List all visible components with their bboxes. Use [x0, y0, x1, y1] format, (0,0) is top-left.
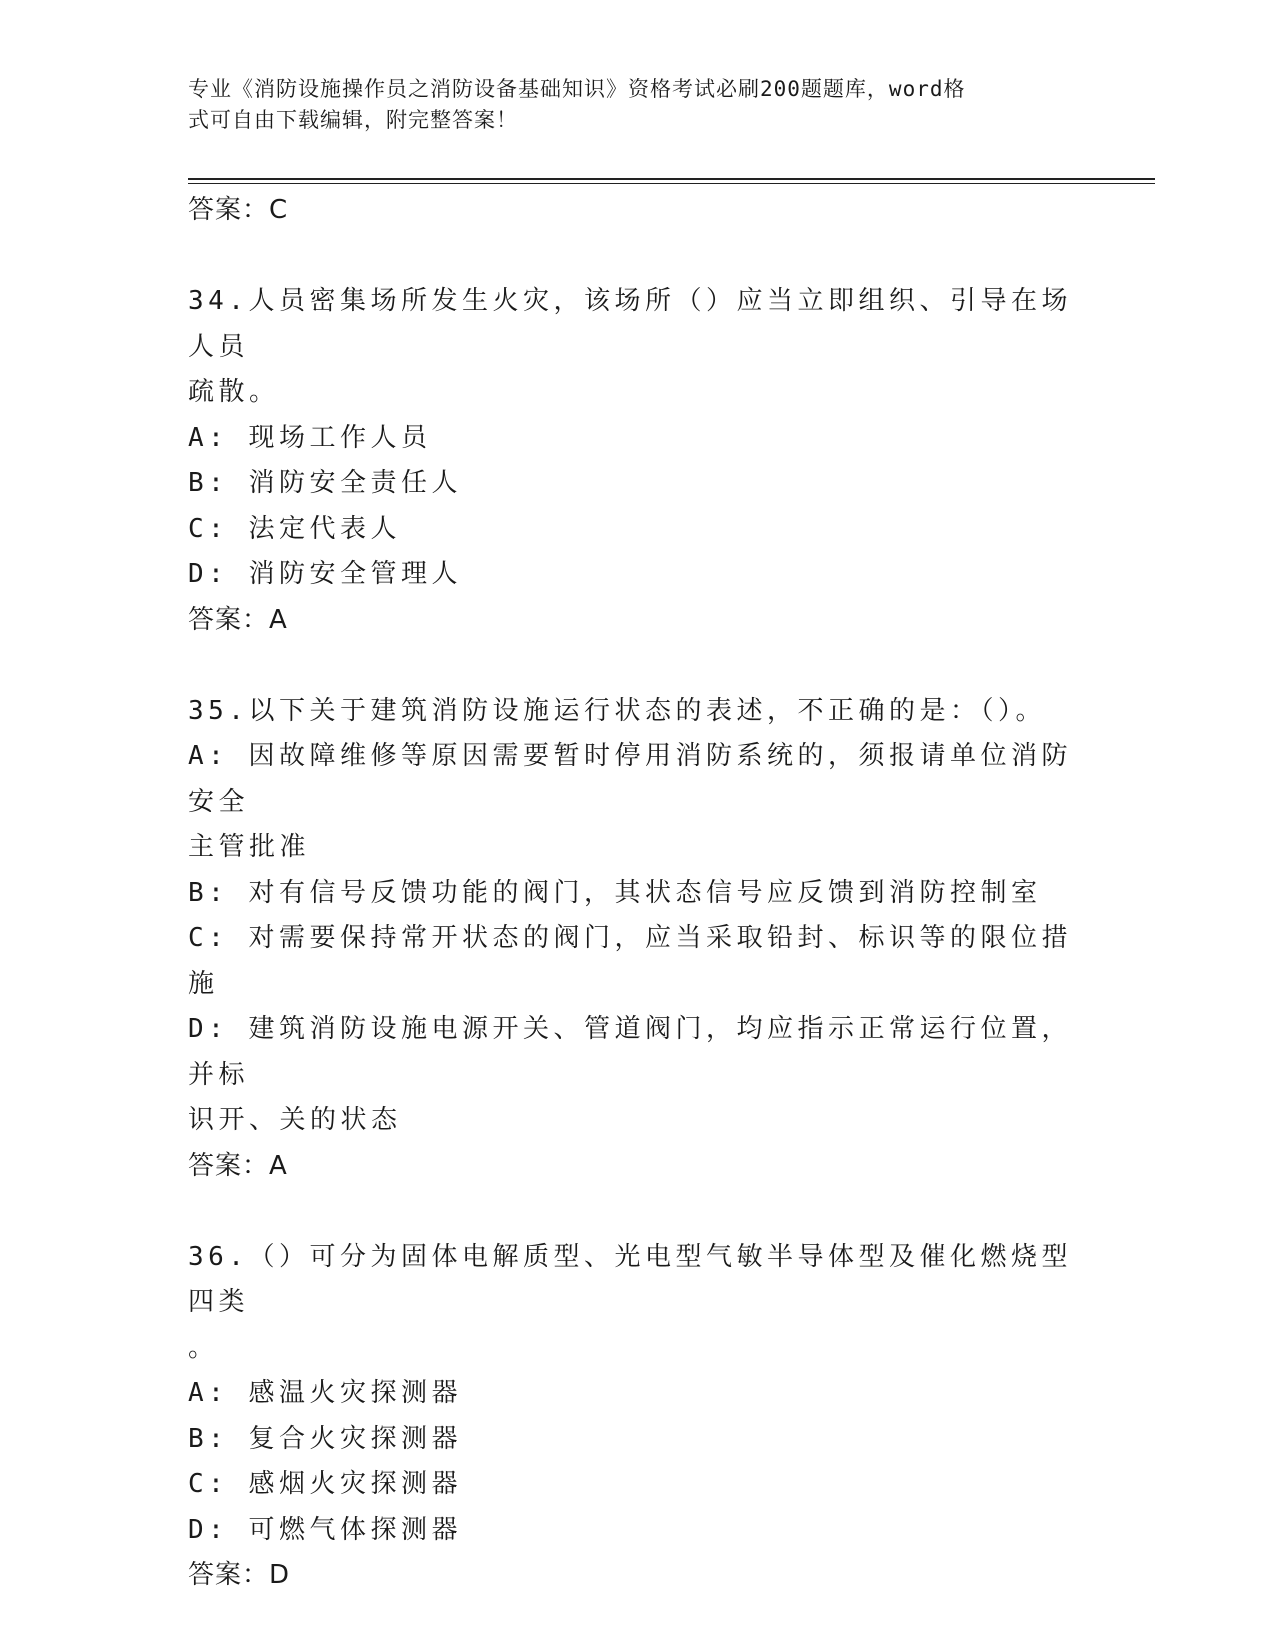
previous-answer: 答案：C — [188, 195, 289, 225]
spacer — [188, 643, 1078, 689]
document-header — [188, 74, 1068, 136]
spacer — [188, 1189, 1078, 1235]
question-stem: 疏散。 — [188, 377, 280, 407]
question-content — [188, 188, 1078, 1599]
option-b: B: 消防安全责任人 — [188, 468, 462, 498]
question-block-36 — [188, 1235, 1078, 1599]
header-divider-thick — [188, 178, 1155, 180]
option-a-continued: 主管批准 — [188, 832, 311, 862]
answer: 答案：D — [188, 1560, 291, 1590]
question-stem: 35.以下关于建筑消防设施运行状态的表述，不正确的是：（）。 — [188, 695, 1046, 726]
option-d: D: 建筑消防设施电源开关、管道阀门，均应指示正常运行位置，并标 — [188, 1014, 1072, 1090]
question-block-34 — [188, 279, 1078, 643]
option-a: A: 现场工作人员 — [188, 422, 432, 453]
option-d: D: 可燃气体探测器 — [188, 1514, 462, 1545]
question-stem: 。 — [188, 1332, 219, 1363]
question-block-35 — [188, 689, 1078, 1190]
header-line-2: 式可自由下载编辑，附完整答案！ — [188, 108, 518, 132]
question-stem: 34.人员密集场所发生火灾，该场所（）应当立即组织、引导在场人员 — [188, 286, 1072, 362]
option-b: B: 对有信号反馈功能的阀门，其状态信号应反馈到消防控制室 — [188, 877, 1042, 908]
option-b: B: 复合火灾探测器 — [188, 1423, 462, 1454]
option-c: C: 法定代表人 — [188, 513, 401, 544]
option-c: C: 对需要保持常开状态的阀门，应当采取铅封、标识等的限位措施 — [188, 923, 1072, 999]
option-d-continued: 识开、关的状态 — [188, 1105, 402, 1135]
answer: 答案：A — [188, 604, 288, 635]
header-divider-thin — [188, 183, 1155, 184]
option-d: D: 消防安全管理人 — [188, 559, 462, 589]
spacer — [188, 234, 1078, 280]
answer: 答案：A — [188, 1150, 288, 1181]
header-line-1: 专业《消防设施操作员之消防设备基础知识》资格考试必刷200题题库，word格 — [188, 77, 966, 101]
question-stem: 36.（）可分为固体电解质型、光电型气敏半导体型及催化燃烧型四类 — [188, 1241, 1072, 1317]
option-a: A: 感温火灾探测器 — [188, 1378, 462, 1408]
option-c: C: 感烟火灾探测器 — [188, 1469, 462, 1499]
option-a: A: 因故障维修等原因需要暂时停用消防系统的，须报请单位消防安全 — [188, 741, 1072, 817]
